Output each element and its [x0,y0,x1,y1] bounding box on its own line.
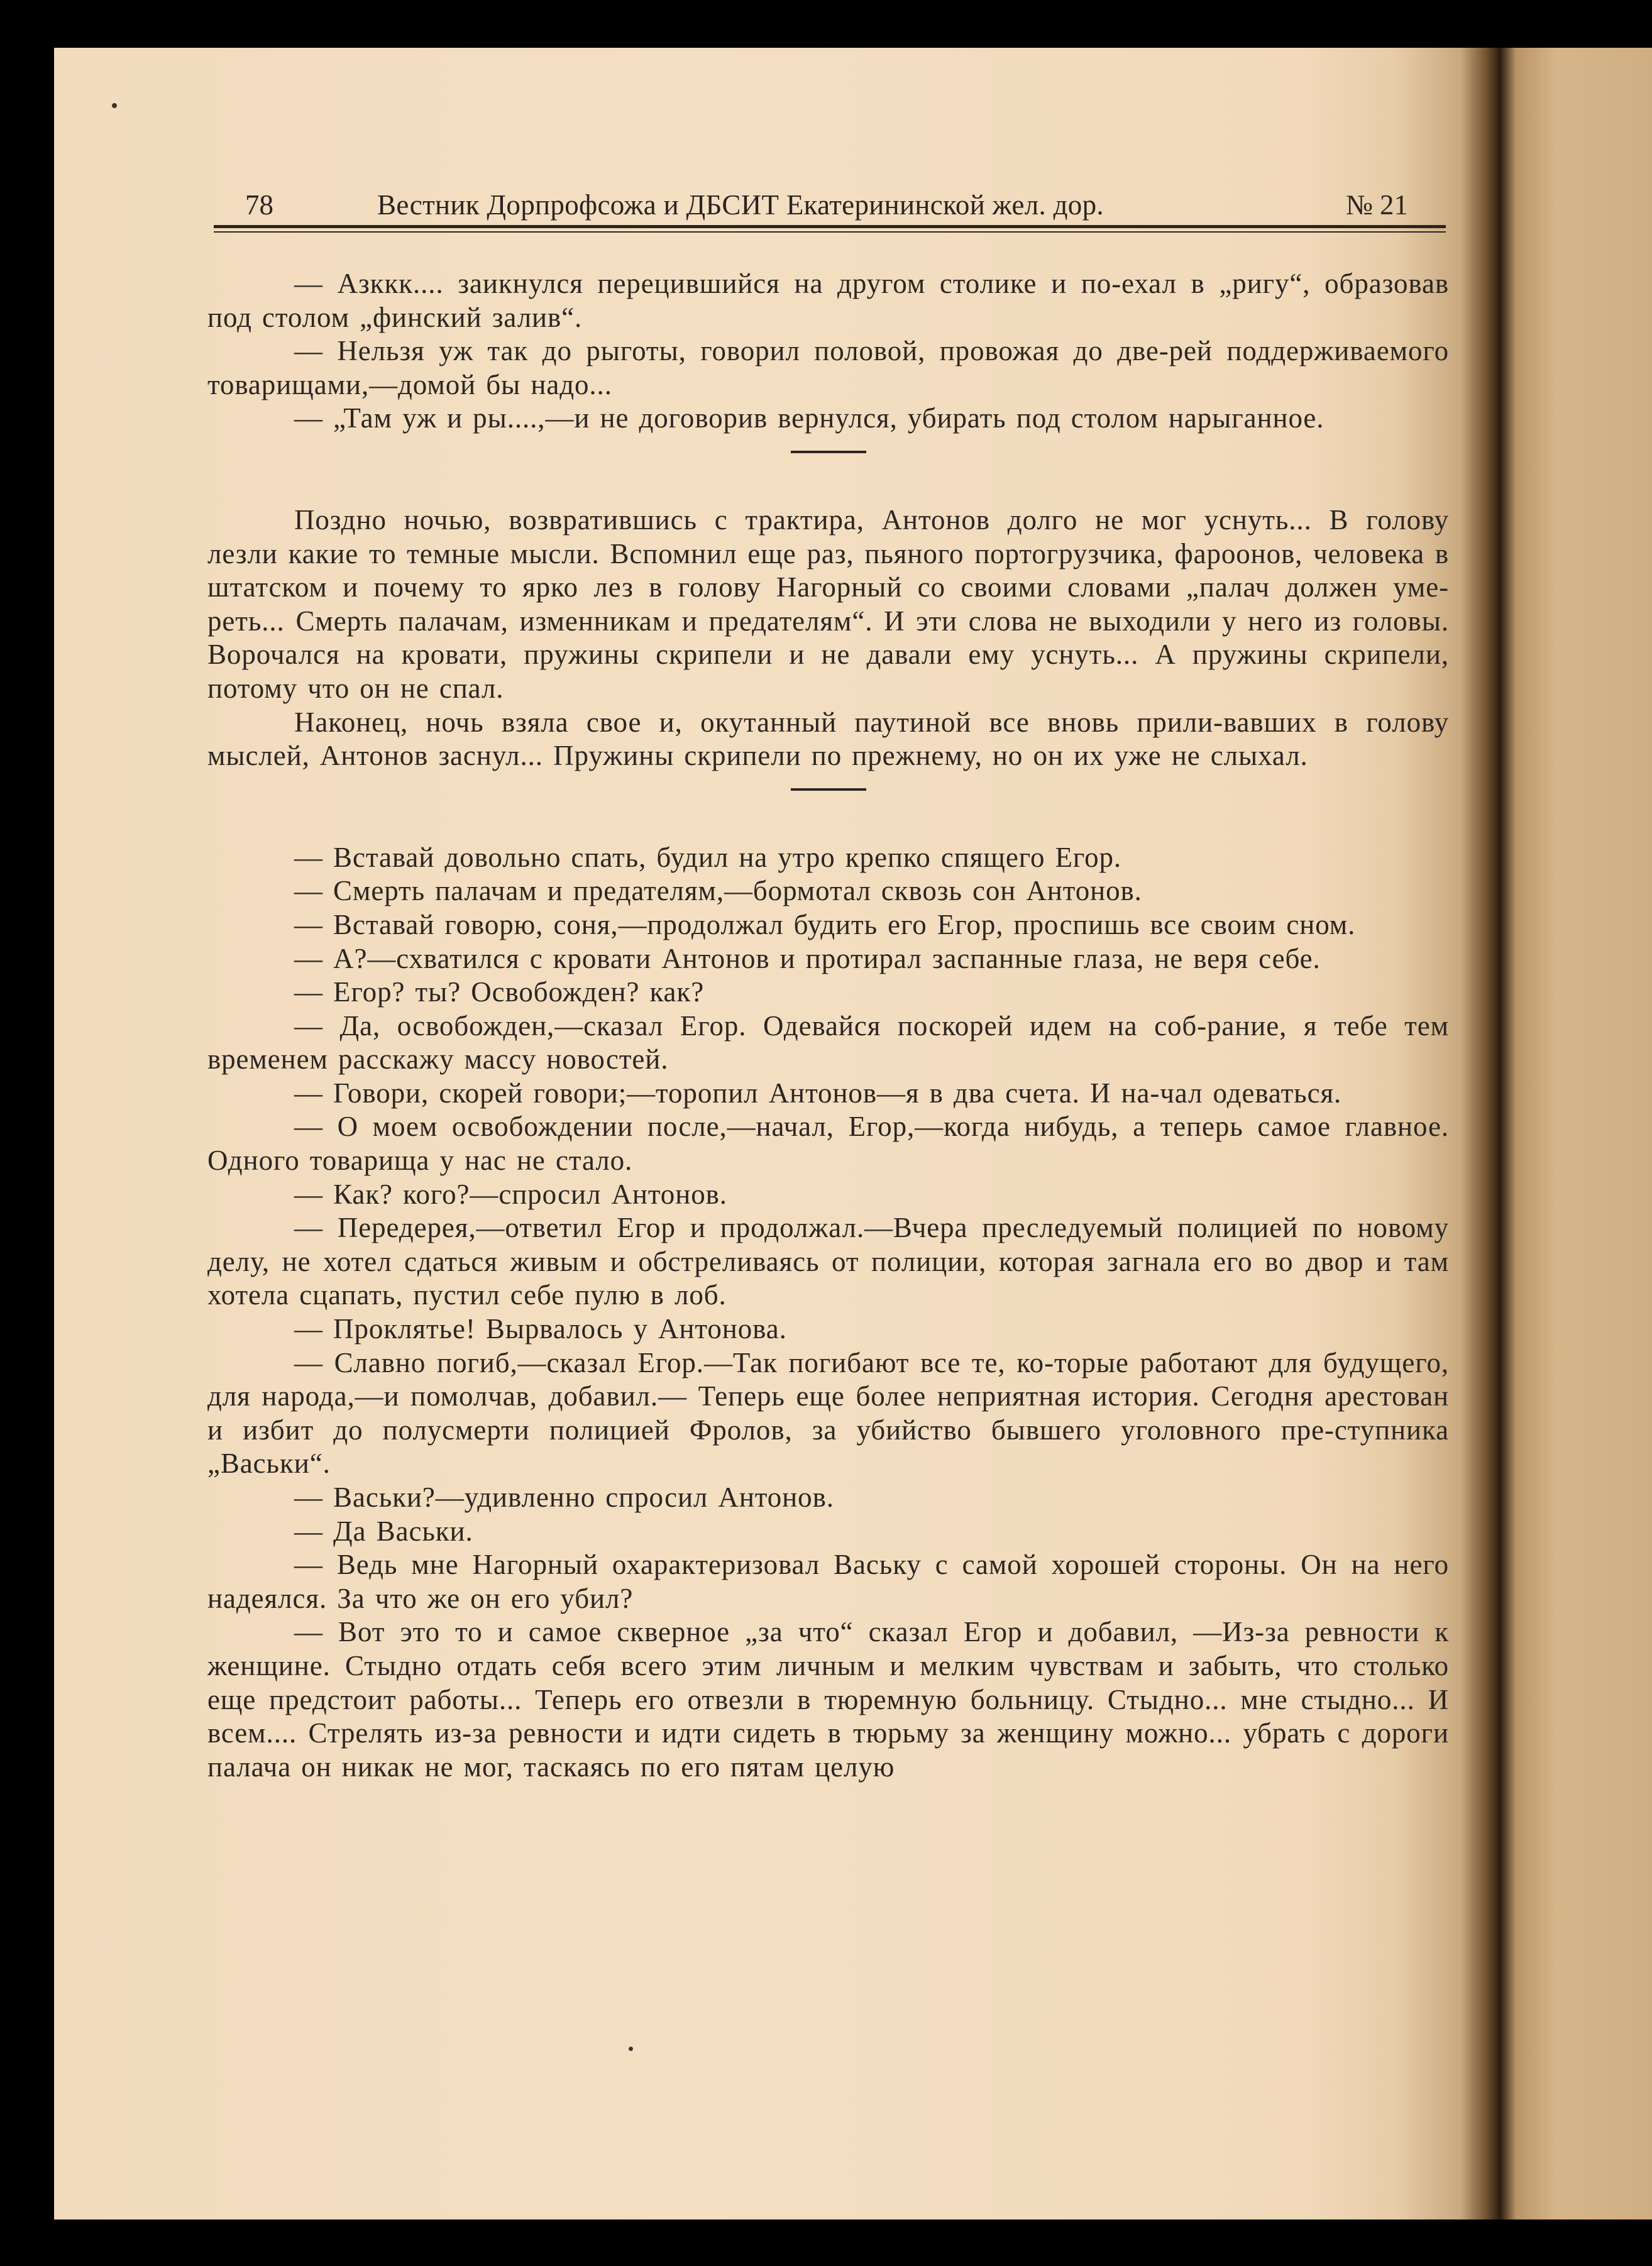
issue-number: № 21 [1345,189,1408,221]
paragraph: — Вот это то и самое скверное „за что“ сказал Егор и добавил, —Из-за ревности к женщине. Стыдно отдать себя всего этим личным и мелким чувствам и забыть, что столько еще предстоит работы... Теперь его отвезли в тюремную больницу. Стыдно... мне стыдно... И всем.... Стрелять из-за ревности и идти сидеть в тюрьму за женщину можно... убрать с дороги палача он никак не мог, таскаясь по его пятам целую [207,1616,1449,1783]
article-body [207,267,1449,1784]
section-separator [791,788,866,791]
paragraph: — Васьки?—удивленно спросил Антонов. [294,1482,834,1513]
journal-title: Вестник Дорпрофсожа и ДБСИТ Екатерининской жел. дор. [377,189,1104,221]
header-rule-thin [214,231,1446,233]
paragraph: — Проклятье! Вырвалось у Антонова. [294,1313,787,1345]
paragraph: — Вставай довольно спать, будил на утро крепко спящего Егор. [294,841,1122,873]
paragraph: — Вставай говорю, соня,—продолжал будить его Егор, проспишь все своим сном. [294,908,1356,940]
paragraph: — Славно погиб,—сказал Егор.—Так погибают все те, ко-торые работают для будущего, для народа,—и помолчав, добавил.— Теперь еще более неприятная история. Сегодня арестован и избит до полусмерти полицией Фролов, за убийство бывшего уголовного пре-ступника „Васьки“. [207,1346,1449,1480]
paragraph: — Нельзя уж так до рыготы, говорил половой, провожая до две-рей поддерживаемого товарищами,—домой бы надо... [207,335,1449,400]
paragraph: — „Там уж и ры....,—и не договорив вернулся, убирать под столом нарыганное. [294,402,1324,434]
paragraph: — Егор? ты? Освобожден? как? [294,976,705,1008]
paragraph: Поздно ночью, возвратившись с трактира, Антонов долго не мог уснуть... В голову лезли какие то темные мысли. Вспомнил еще раз, пьяного портогрузчика, фароонов, человека в штатском и почему то ярко лез в голову Нагорный со своими словами „палач должен уме-реть... Смерть палачам, изменникам и предателям“. И эти слова не выходили у него из головы. Ворочался на кровати, пружины скрипели и не давали ему уснуть... А пружины скрипели, потому что он не спал. [207,503,1449,704]
section-separator [791,451,866,453]
paragraph: — Азккк.... заикнулся перецившийся на другом столике и по-ехал в „ригу“, образовав под столом „финский залив“. [207,268,1449,333]
paragraph: — Ведь мне Нагорный охарактеризовал Ваську с самой хорошей стороны. Он на него надеялся. За что же он его убил? [207,1549,1449,1614]
paragraph: Наконец, ночь взяла свое и, окутанный паутиной все вновь прили-вавших в голову мыслей, Антонов заснул... Пружины скрипели по прежнему, но он их уже не слыхал. [207,706,1449,772]
ink-speck [112,103,117,108]
paragraph: — Да, освобожден,—сказал Егор. Одевайся поскорей идем на соб-рание, я тебе тем временем расскажу массу новостей. [207,1009,1449,1075]
paragraph: — Говори, скорей говори;—торопил Антонов—я в два счета. И на-чал одеваться. [294,1077,1342,1109]
paragraph: — А?—схватился с кровати Антонов и протирал заспанные глаза, не веря себе. [294,942,1321,974]
paragraph: — Смерть палачам и предателям,—бормотал сквозь сон Антонов. [294,875,1142,907]
paragraph: — Как? кого?—спросил Антонов. [294,1178,727,1210]
paragraph: — Да Васьки. [294,1515,473,1547]
ink-speck [629,2047,633,2051]
page-number: 78 [245,189,273,221]
paragraph: — Передерея,—ответил Егор и продолжал.—Вчера преследуемый полицией по новому делу, не хотел сдаться живым и обстреливаясь от полиции, которая загнала его во двор и там хотела сцапать, пустил себе пулю в лоб. [207,1212,1449,1311]
header-rule-thick [214,225,1446,228]
paragraph: — О моем освобождении после,—начал, Егор,—когда нибудь, а теперь самое главное. Одного товарища у нас не стало. [207,1111,1449,1177]
